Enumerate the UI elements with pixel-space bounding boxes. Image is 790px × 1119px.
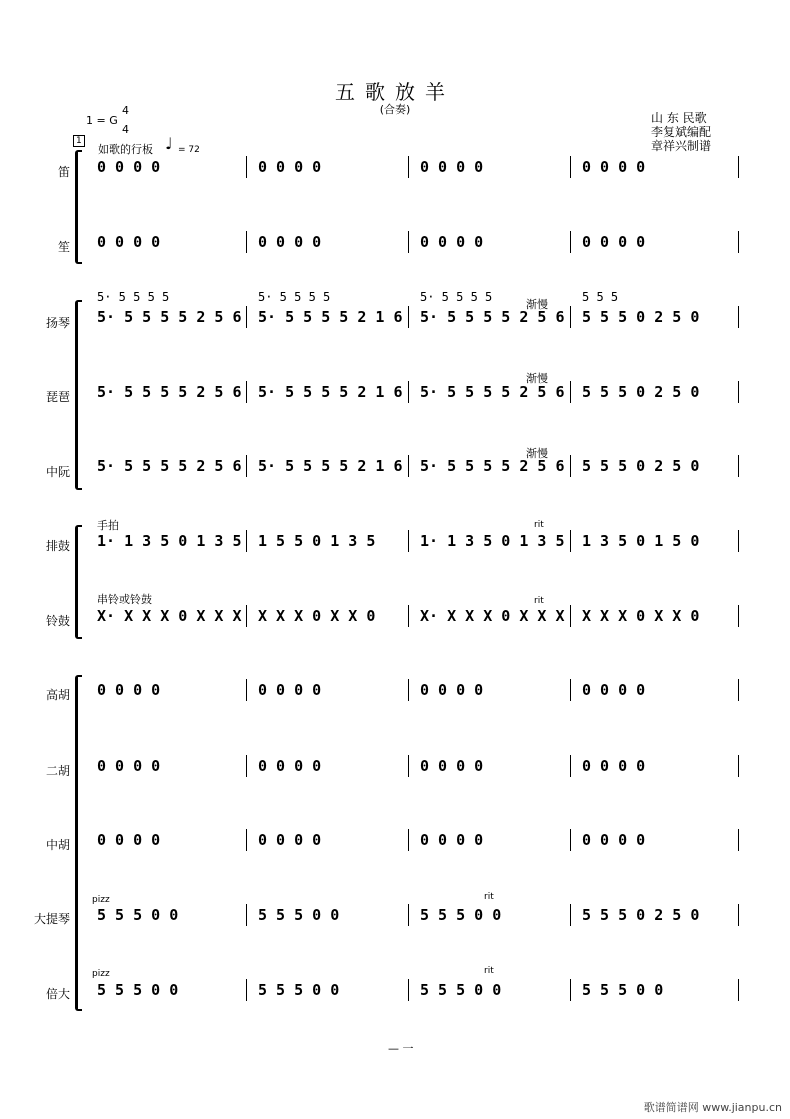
- barline: [246, 755, 247, 777]
- barline: [408, 381, 409, 403]
- measure-notes: 5 5 5 0 2 5 0: [582, 383, 700, 401]
- instrument-label: 高胡: [45, 688, 70, 702]
- group-brace-winds: [75, 150, 82, 264]
- measure-notes: 5 5 5 0 0: [420, 981, 502, 999]
- barline: [570, 679, 571, 701]
- barline: [408, 904, 409, 926]
- time-bottom: 4: [122, 123, 129, 136]
- bells-mark: 串铃或铃鼓: [97, 593, 152, 606]
- barline: [570, 979, 571, 1001]
- measure-notes: 5· 5 5 5 5 2 5 6: [420, 308, 565, 326]
- measure-notes: 5 5 5: [582, 290, 619, 304]
- measure-notes: 5· 5 5 5 5 2 1 6: [258, 457, 403, 475]
- key-signature: 1 = G: [86, 114, 118, 127]
- barline: [570, 306, 571, 328]
- barline: [570, 530, 571, 552]
- barline: [570, 904, 571, 926]
- barline: [738, 231, 739, 253]
- measure-notes: 0 0 0 0: [420, 158, 484, 176]
- rehearsal-mark: 1: [73, 135, 85, 147]
- measure-notes: 0 0 0 0: [420, 757, 484, 775]
- barline: [408, 829, 409, 851]
- rit-mark: rit: [534, 520, 544, 530]
- measure-notes: 5· 5 5 5 5 2 1 6: [258, 308, 403, 326]
- measure-notes: 5 5 5 0 0: [97, 906, 179, 924]
- instrument-label: 大提琴: [33, 912, 70, 926]
- pizz-mark: pizz: [92, 895, 110, 905]
- measure-notes: 5 5 5 0 0: [582, 981, 664, 999]
- score-title: 五歌放羊: [335, 80, 455, 104]
- measure-notes: 0 0 0 0: [582, 681, 646, 699]
- barline: [738, 156, 739, 178]
- barline: [246, 156, 247, 178]
- time-top: 4: [122, 104, 129, 117]
- instrument-label: 笛: [57, 165, 70, 179]
- instrument-label: 二胡: [45, 764, 70, 778]
- barline: [738, 979, 739, 1001]
- measure-notes: 0 0 0 0: [582, 158, 646, 176]
- group-brace-percussion: [75, 525, 82, 639]
- barline: [408, 306, 409, 328]
- barline: [246, 381, 247, 403]
- measure-notes: 1 3 5 0 1 5 0: [582, 532, 700, 550]
- credit-arranger: 李复斌编配: [651, 125, 712, 139]
- measure-notes: 5 5 5 0 0: [420, 906, 502, 924]
- quarter-note-icon: ♩: [165, 134, 173, 153]
- measure-notes: 5 5 5 0 2 5 0: [582, 906, 700, 924]
- gradual-mark: 渐慢: [526, 447, 548, 460]
- rit-mark: rit: [484, 966, 494, 976]
- barline: [246, 679, 247, 701]
- hand-beat-mark: 手拍: [97, 519, 119, 532]
- barline: [570, 455, 571, 477]
- measure-notes: 0 0 0 0: [258, 681, 322, 699]
- instrument-label: 中阮: [45, 465, 70, 479]
- barline: [738, 755, 739, 777]
- barline: [246, 530, 247, 552]
- measure-notes: 5· 5 5 5 5 2 5 6: [420, 457, 565, 475]
- gradual-mark: 渐慢: [526, 372, 548, 385]
- measure-notes: 5 5 5 0 2 5 0: [582, 457, 700, 475]
- measure-notes: 1 5 5 0 1 3 5: [258, 532, 376, 550]
- measure-notes: 5 5 5 0 0: [97, 981, 179, 999]
- measure-notes: 0 0 0 0: [258, 158, 322, 176]
- measure-notes: 0 0 0 0: [97, 233, 161, 251]
- measure-notes: 1· 1 3 5 0 1 3 5: [97, 532, 242, 550]
- barline: [408, 455, 409, 477]
- barline: [246, 605, 247, 627]
- measure-notes: 5 5 5 0 0: [258, 981, 340, 999]
- rit-mark: rit: [484, 892, 494, 902]
- instrument-label: 笙: [57, 240, 70, 254]
- barline: [570, 381, 571, 403]
- barline: [738, 904, 739, 926]
- barline: [408, 605, 409, 627]
- measure-notes: 0 0 0 0: [582, 757, 646, 775]
- measure-notes: 0 0 0 0: [420, 831, 484, 849]
- barline: [738, 679, 739, 701]
- measure-notes: 0 0 0 0: [420, 233, 484, 251]
- barline: [570, 605, 571, 627]
- measure-notes: 0 0 0 0: [582, 831, 646, 849]
- measure-notes: X X X 0 X X 0: [258, 607, 376, 625]
- instrument-label: 琵琶: [45, 390, 70, 404]
- barline: [408, 979, 409, 1001]
- credit-engraver: 章祥兴制谱: [651, 139, 712, 153]
- measure-notes: 5 5 5 0 0: [258, 906, 340, 924]
- barline: [738, 829, 739, 851]
- measure-notes: 5· 5 5 5 5 2 5 6: [420, 383, 565, 401]
- barline: [738, 381, 739, 403]
- barline: [570, 231, 571, 253]
- barline: [570, 156, 571, 178]
- barline: [246, 455, 247, 477]
- barline: [738, 306, 739, 328]
- measure-notes: 0 0 0 0: [97, 757, 161, 775]
- barline: [738, 605, 739, 627]
- measure-notes: 5· 5 5 5 5: [97, 290, 170, 304]
- watermark: 歌谱简谱网 www.jianpu.cn: [643, 1101, 782, 1114]
- measure-notes: 5 5 5 0 2 5 0: [582, 308, 700, 326]
- barline: [408, 755, 409, 777]
- gradual-mark: 渐慢: [526, 298, 548, 311]
- instrument-label: 排鼓: [45, 539, 70, 553]
- measure-notes: 0 0 0 0: [258, 831, 322, 849]
- credit-origin: 山 东 民歌: [651, 111, 707, 125]
- measure-notes: 5· 5 5 5 5 2 1 6: [258, 383, 403, 401]
- measure-notes: X· X X X 0 X X X: [420, 607, 565, 625]
- measure-notes: X· X X X 0 X X X: [97, 607, 242, 625]
- measure-notes: 1· 1 3 5 0 1 3 5: [420, 532, 565, 550]
- barline: [246, 306, 247, 328]
- barline: [408, 679, 409, 701]
- page-mark: — 一: [388, 1042, 414, 1055]
- tempo-text: 如歌的行板: [98, 143, 153, 156]
- barline: [408, 156, 409, 178]
- measure-notes: 0 0 0 0: [97, 681, 161, 699]
- measure-notes: 0 0 0 0: [97, 158, 161, 176]
- barline: [738, 455, 739, 477]
- barline: [570, 755, 571, 777]
- group-brace-plucked: [75, 300, 82, 490]
- barline: [408, 530, 409, 552]
- instrument-label: 中胡: [45, 838, 70, 852]
- measure-notes: 5· 5 5 5 5 2 5 6: [97, 457, 242, 475]
- tempo-value: = 72: [178, 145, 200, 155]
- measure-notes: 5· 5 5 5 5: [420, 290, 493, 304]
- barline: [246, 979, 247, 1001]
- measure-notes: X X X 0 X X 0: [582, 607, 700, 625]
- measure-notes: 0 0 0 0: [420, 681, 484, 699]
- measure-notes: 5· 5 5 5 5: [258, 290, 331, 304]
- instrument-label: 倍大: [45, 987, 70, 1001]
- instrument-label: 铃鼓: [45, 614, 70, 628]
- measure-notes: 0 0 0 0: [258, 757, 322, 775]
- group-brace-strings: [75, 675, 82, 1011]
- rit-mark: rit: [534, 596, 544, 606]
- barline: [246, 829, 247, 851]
- measure-notes: 0 0 0 0: [97, 831, 161, 849]
- barline: [246, 231, 247, 253]
- measure-notes: 5· 5 5 5 5 2 5 6: [97, 308, 242, 326]
- measure-notes: 0 0 0 0: [258, 233, 322, 251]
- measure-notes: 5· 5 5 5 5 2 5 6: [97, 383, 242, 401]
- barline: [570, 829, 571, 851]
- score-subtitle: (合奏): [379, 103, 411, 116]
- barline: [408, 231, 409, 253]
- barline: [246, 904, 247, 926]
- pizz-mark: pizz: [92, 969, 110, 979]
- barline: [738, 530, 739, 552]
- instrument-label: 扬琴: [45, 316, 70, 330]
- measure-notes: 0 0 0 0: [582, 233, 646, 251]
